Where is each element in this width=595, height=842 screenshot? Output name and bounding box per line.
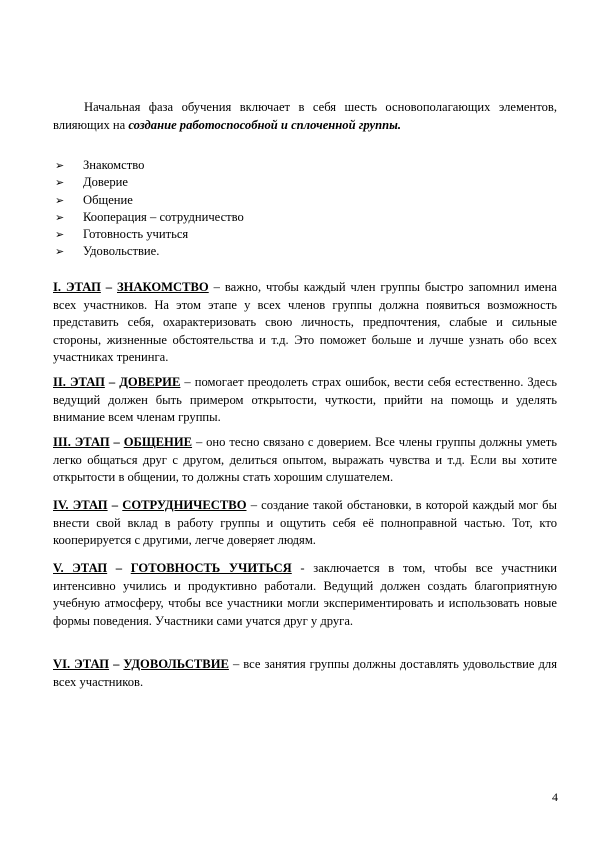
intro-paragraph (53, 99, 557, 134)
arrow-bullet-icon: ➢ (55, 228, 65, 242)
stage-title: ГОТОВНОСТЬ УЧИТЬСЯ (130, 561, 292, 575)
stage-paragraph-2 (53, 374, 557, 427)
stage-number: I. ЭТАП (53, 280, 101, 294)
stage-paragraph-4 (53, 497, 557, 550)
stage-text: – все занятия группы должны доставлять удовольствие для всех участников. (53, 657, 558, 689)
list-item-text: Общение (83, 192, 133, 207)
list-item (55, 226, 244, 243)
stage-number: III. ЭТАП (53, 435, 110, 449)
arrow-bullet-icon: ➢ (55, 193, 65, 207)
stage-title: ОБЩЕНИЕ (123, 435, 193, 449)
list-item-text: Знакомство (83, 158, 145, 172)
stage-paragraph-6 (53, 656, 557, 691)
list-item (55, 157, 244, 174)
stage-dash: – (113, 657, 120, 671)
stage-title: УДОВОЛЬСТВИЕ (123, 657, 229, 671)
stage-text: – помогает преодолеть страх ошибок, вести себя естественно. Здесь ведущий должен быть примером открытости, чуткости, прийти на помощь и уделять внимание всем членам группы. (53, 375, 558, 425)
stage-dash: – (113, 435, 120, 449)
list-item-text: Кооперация – сотрудничество (83, 209, 244, 224)
stage-number: VI. ЭТАП (53, 657, 110, 671)
stage-number: V. ЭТАП (53, 561, 108, 575)
arrow-bullet-icon: ➢ (55, 245, 65, 259)
intro-emphasis: создание работоспособной и сплоченной группы. (128, 117, 402, 132)
list-item (55, 192, 244, 209)
list-item-text: Готовность учиться (83, 227, 189, 242)
stage-title: СОТРУДНИЧЕСТВО (122, 498, 247, 512)
goals-list (55, 157, 244, 261)
list-item (55, 209, 244, 226)
stage-dash: – (115, 561, 123, 575)
page-number: 4 (552, 790, 558, 804)
stage-text: - заключается в том, чтобы все участники интенсивно учились и продуктивно работали. Ведущий должен создать благоприятную учебную атмосферу, чтобы все участники могли экспериментировать и использовать новые формы поведения. Участники сами учатся друг у друга. (53, 561, 557, 628)
stage-title: ДОВЕРИЕ (119, 375, 181, 389)
list-item-text: Удовольствие. (83, 244, 160, 259)
arrow-bullet-icon: ➢ (55, 176, 65, 190)
arrow-bullet-icon: ➢ (55, 159, 65, 172)
stage-text: – оно тесно связано с доверием. Все члены группы должны уметь легко общаться друг с другом, делиться опытом, выражать чувства и т.д. Если вы хотите открытости в общении, то должны стать хорошим слушателем. (53, 435, 557, 485)
stage-dash: – (111, 498, 119, 512)
stage-dash: – (105, 280, 113, 294)
stage-paragraph-3 (53, 434, 557, 487)
list-item (55, 243, 244, 260)
stage-title: ЗНАКОМСТВО (117, 280, 209, 294)
arrow-bullet-icon: ➢ (55, 210, 65, 224)
stage-dash: – (108, 375, 116, 389)
stage-paragraph-5 (53, 560, 557, 630)
stage-paragraph-1 (53, 279, 557, 367)
list-item-text: Доверие (83, 175, 128, 190)
list-item (55, 174, 244, 191)
stage-number: IV. ЭТАП (53, 498, 108, 512)
stage-number: II. ЭТАП (53, 375, 105, 389)
stage-text: – создание такой обстановки, в которой каждый мог бы внести свой вклад в работу группы и ощутить себя её полноправной частью. Тот, кто кооперируется с другими, легче доверяет людям. (53, 498, 558, 548)
stage-text: – важно, чтобы каждый член группы быстро запомнил имена всех участников. На этом этапе у всех членов группы должна появиться возможность представить себя, охарактеризовать свою личность, предпочтения, слабые и сильные стороны, жизненные обстоятельства и т.д. Это поможет больше и лучше узнать обо всех участниках тренинга. (53, 280, 557, 365)
intro-text: Начальная фаза обучения включает в себя шесть основополагающих элементов, влияющих на (53, 100, 557, 132)
